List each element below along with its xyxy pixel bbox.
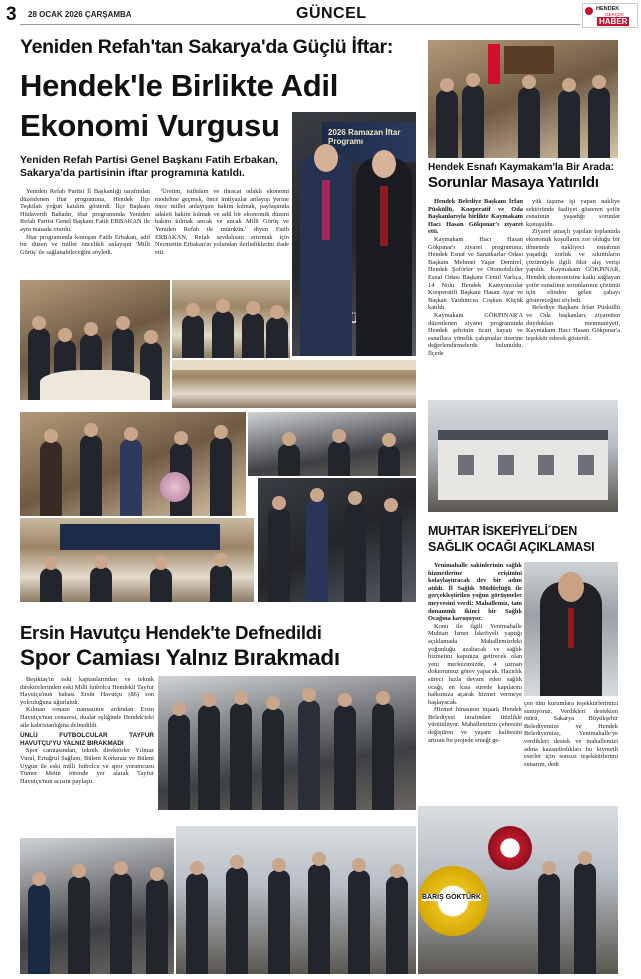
story3-headline-line1: MUHTAR İSKEFİYELİ´DEN [428, 524, 578, 538]
story2-col2-para1: yük taşıma işi yapan nakliye sektöründe faaliyet gösteren şoför esnafının yaşadığı sorunlar konuşuldu. [526, 198, 620, 228]
person-host [356, 158, 412, 356]
story2-headline: Sorunlar Masaya Yatırıldı [428, 174, 599, 191]
story1-photo-stage [20, 518, 254, 602]
story2-col1-para1: Kaymakam Hacı Hasan Gökpınar'ı ziyaret programına; Hendek Esnaf ve Sanatkarlar Odası Başkanı Mehmet Yaşar Demirel, Hendek Şoförler ve Otomobilciler Esnaf Odası Başkanı Cemil Varlıca, 14 Nolu Hendek Kamyoncular Kooperatifi Başkanı Hasan Ayar ve Başkan Yardımcısı Coşkun Küçük katıldı. [428, 235, 523, 312]
story1-col2-para1: 'Üretim, istihdam ve ihracat odaklı ekonomi modeline geçmek, önce imtiyazlar anlayışı yerine önce millet anlayışını hakim kılmak, paylaşımda adaleti hakim kılmak ve adil bir ekonomik düzeni hakim kılmak ancak ve ancak Milli Görüş ve Yeniden Refah ile mümkün.' diyen Fatih ERBAKAN, Refah sevdalısını artırmak için Necmettin Erbakan'ın yolundan ilerlediklerini ifade etti. [155, 188, 289, 256]
story4-headline-line2: Spor Camiası Yalnız Bırakmadı [20, 645, 340, 670]
story1-headline-line2: Ekonomi Vurgusu [20, 108, 280, 143]
story3-col1-para2: Hizmet binasının inşaatı Hendek Belediyesi tarafından titizlikle yürütülüyor. Mahallemizin çehresini değiştiren ve yaşam kalitesini artıran bu projede emeği ge- [428, 706, 522, 744]
story4-subhead: ÜNLÜ FUTBOLCULAR TAYFUR HAVUTÇU'YU YALNIZ BIRAKMADI [20, 732, 154, 747]
flower-bouquet [160, 472, 190, 502]
story4-para3: Spor camiasından, teknik direktörler Yılmaz Vural, Ertuğrul Sağlam, Bülent Korkmaz ve Bülent Uygun ile eski milli futbolcu ve spor yorumcusu Tümer Metin törende yer alarak Tayfur Havutçu'nun acısını paylaştı. [20, 747, 154, 785]
story1-col1-para2: İftar programında konuşan Fatih Erbakan, adil bir düzen ve millet öncelikli anlayışın 'Milli Görüş' ile sağlanabileceğini söyledi. [20, 233, 150, 256]
story4-para1: Beşiktaş'ın eski kaptanlarından ve teknik direktörlerinden eski Milli futbolcu Hendekli Tayfur Havutçu'nun babası Ersin Havutçu (86) son yolculuğuna uğurlandı. [20, 676, 154, 706]
page-header [0, 0, 641, 30]
page-number: 3 [6, 4, 17, 25]
story4-photo-police [20, 838, 174, 974]
person-erbakan [300, 152, 352, 356]
logo-line1: HENDEK [596, 6, 620, 12]
story4-para2: Kılınan cenaze namazının ardından Ersin Havutçu'nun cenazesi, dualar eşliğinde Hendek'teki aile kabristanlığına defnedildi. [20, 706, 154, 729]
story3-building-photo [428, 400, 618, 512]
story4-photo-cemetery [176, 826, 416, 974]
story4-body [20, 676, 154, 785]
story1-photo-banquet-hall [172, 360, 416, 408]
banner-text: 2026 Ramazan İftar Programı [328, 128, 401, 146]
logo-line2: GERÇEK [605, 12, 625, 17]
turkish-flag [488, 44, 500, 84]
story2-column2 [526, 198, 620, 342]
logo-flag-icon [585, 7, 593, 15]
issue-date: 28 OCAK 2026 ÇARŞAMBA [28, 10, 132, 19]
story1-photo-hall-crowd [248, 412, 416, 476]
story1-photo-guests [20, 412, 246, 516]
story1-column1 [20, 188, 150, 256]
story3-col1-para1: Konu ile ilgili Yenimahalle Muhtarı İsmet İskefiyeli yaptığı açıklamada Mahallemizdeki yoğunluğu azaltacak ve sağlık hizmetini kapınıza getirecek olan yeni merkezimizde, 4 uzman doktorumuz görev yapacak. Hazırlık süreci hızla devam eden sağlık ocağı, en kısa sürede kapılarını halkımıza açarak hizmet vermeye başlayacak. [428, 622, 522, 706]
story1-kicker: Yeniden Refah'tan Sakarya'da Güçlü İftar: [20, 36, 394, 58]
wreath-text: BARIŞ GÖKTÜRK [422, 894, 482, 901]
wreath-yellow [418, 866, 488, 936]
story2-photo [428, 40, 618, 158]
header-rule [20, 24, 580, 25]
logo-line3: HABER [599, 17, 628, 26]
story1-col1-para1: Yeniden Refah Partisi İl Başkanlığı tarafından düzenlenen iftar programına, Hendek İlçe Teşkilatı yoğun katılım gösterdi. İlçe Başkanı Hüdaverdi Bahadır, iftar programında Yeniden Refah Partisi Genel Başkanı Fatih ERBAKAN ile aynı masada oturdu. [20, 188, 150, 233]
story1-column2 [155, 188, 289, 256]
story4-headline-line1: Ersin Havutçu Hendek'te Defnedildi [20, 622, 322, 643]
story2-col1-para2: Kaymakam GÖKPINAR'A düzenlenen ziyaret programında Hendek şehrinin ticari hayatı ve esnaflara yönelik çalışmalar üzerine değerlendirmelerde bulunuldu. İlçede [428, 311, 523, 357]
wreath-red [488, 826, 532, 870]
story1-headline-line1: Hendek'le Birlikte Adil [20, 68, 339, 103]
brand-logo [582, 3, 638, 28]
story1-main-photo [292, 112, 416, 356]
story1-deck: Yeniden Refah Partisi Genel Başkanı Fatih Erbakan, Sakarya'da partisinin iftar programına katıldı. [20, 154, 278, 179]
story3-lead: Yenimahalle sakinlerinin sağlık hizmetlerine erişimini kolaylaştıracak dev bir adım atıldı. İl Sağlık Müdürlüğü ile gerçekleştirilen yoğun görüşmeler meyvesini verdi: Mahallemiz, tam donanımlı ikinci bir Sağlık Ocağına kavuşuyor. [428, 562, 522, 623]
story4-photo-wreaths [418, 806, 618, 974]
person-muhtar [540, 582, 602, 696]
story2-kicker: Hendek Esnafı Kaymakam'la Bir Arada: [428, 162, 614, 173]
story3-column1 [428, 562, 522, 744]
story1-photo-dinner-table [20, 280, 170, 400]
story1-photo-head-table [172, 280, 290, 358]
story2-lead: Hendek Belediye Başkanı İrfan Püsküllü, Kooperatif ve Oda Başkanlarıyla birlikte Kaymakam Hacı Hasan Gökpınar'ı ziyaret etti. [428, 198, 523, 236]
story2-column1 [428, 198, 523, 357]
story1-photo-handshake [258, 478, 416, 602]
story4-photo-funeral-group [158, 676, 416, 810]
story3-col2-para1: çen tüm kurumlara teşekkürlerimizi sunuyoruz. Verdikleri destekten ötürü, Sakarya Büyükşehir Belediyemize ve Hendek Belediyemize, Yenimahalle'ye verdikleri destek ve mahallemizi adına kazandırdıkları bu kıymetli eserler için sonsuz teşekkürlerimi sunarım, dedi [524, 700, 618, 768]
section-title: GÜNCEL [296, 5, 367, 22]
story2-col2-para3: Belediye Başkanı İrfan Püsküllü ve Oda başkanları, ziyaretten duydukları memnuniyeti, Kaymakam Hacı Hasan Gökpınar'a teşekkür ederek gösterdi. [526, 304, 620, 342]
story3-muhtar-photo [524, 562, 618, 696]
story2-col2-para2: Ziyaret amaçlı yapılan toplantıda ekonomik koşulların zor olduğu bir dönemde nakliyeci esnafının yaşadığı zorluk ve sıkıntıların çözümüyle ilgili fikir alış verişi yapıldı. Kaymakam GÖKPINAR, Hendek ekonomisine katkı sağlayan şoför esnafının sorunlarının çözümü için elinden gelen çabayı göstereceğini söyledi. [526, 228, 620, 304]
story3-headline-line2: SAĞLIK OCAĞI AÇIKLAMASI [428, 540, 595, 554]
story3-column2 [524, 700, 618, 768]
